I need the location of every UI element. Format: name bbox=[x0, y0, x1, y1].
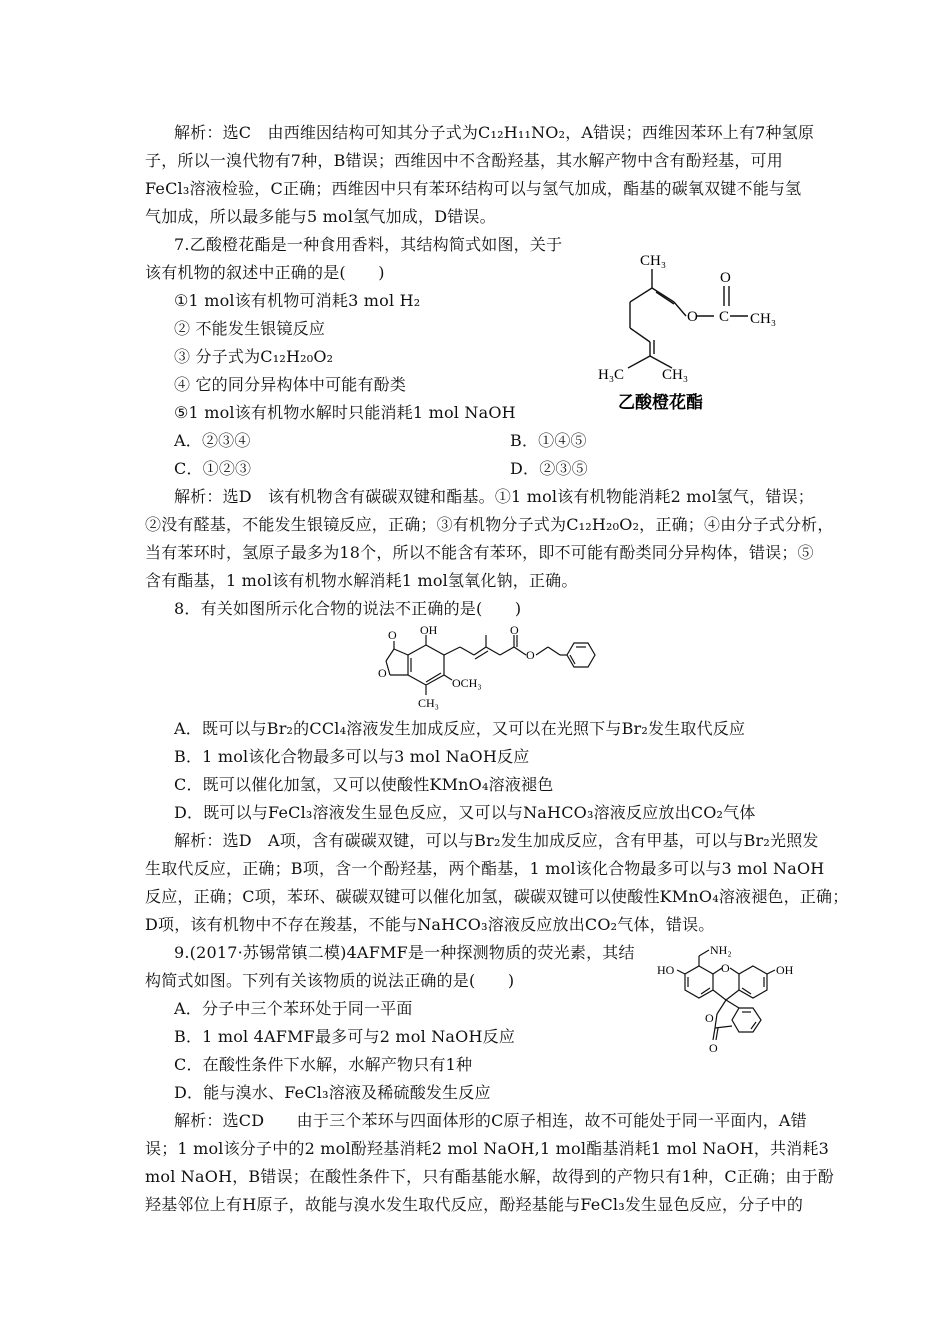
q8-o-ester: O bbox=[526, 648, 535, 662]
q8-o-ester-carbonyl: O bbox=[510, 625, 519, 637]
q8-analysis-line-4: D项，该有机物中不存在羧基，不能与NaHCO₃溶液反应放出CO₂气体，错误。 bbox=[145, 915, 715, 934]
q8-stem: 8．有关如图所示化合物的说法不正确的是( ) bbox=[174, 599, 522, 618]
q8-structure-diagram bbox=[378, 625, 618, 715]
q9-stem-line-2: 构简式如图。下列有关该物质的说法正确的是( ) bbox=[145, 971, 515, 990]
q8-och3: OCH₃ bbox=[452, 676, 482, 690]
q7-stem-line-1: 7.乙酸橙花酯是一种食用香料，其结构简式如图，关于 bbox=[174, 235, 563, 254]
q7-ch3-bottom: CH₃ bbox=[662, 367, 689, 383]
q7-item-1: ①1 mol该有机物可消耗3 mol H₂ bbox=[174, 291, 421, 310]
q9-oh: OH bbox=[776, 963, 794, 977]
q9-option-b: B．1 mol 4AFMF最多可与2 mol NaOH反应 bbox=[174, 1027, 516, 1046]
q8-oh: OH bbox=[420, 625, 438, 637]
q7-stem-line-2: 该有机物的叙述中正确的是( ) bbox=[145, 263, 385, 282]
q9-stem-line-1: 9.(2017·苏锡常镇二模)4AFMF是一种探测物质的荧光素，其结 bbox=[174, 943, 635, 962]
q7-item-4: ④ 它的同分异构体中可能有酚类 bbox=[174, 375, 407, 394]
q9-o-lactone: O bbox=[705, 1011, 714, 1025]
q8-option-c: C．既可以催化加氢，又可以使酸性KMnO₄溶液褪色 bbox=[174, 775, 554, 794]
q6-analysis-line-1: 解析：选C 由西维因结构可知其分子式为C₁₂H₁₁NO₂，A错误；西维因苯环上有7种氢原 bbox=[174, 123, 815, 142]
q8-analysis-line-3: 反应，正确；C项，苯环、碳碳双键可以催化加氢，碳碳双键可以使酸性KMnO₄溶液褪色，正确； bbox=[145, 887, 849, 906]
q9-o-carbonyl: O bbox=[709, 1041, 718, 1054]
q7-o-ester: O bbox=[687, 309, 698, 325]
q8-o-ring: O bbox=[378, 666, 387, 680]
q9-analysis-line-2: 误；1 mol该分子中的2 mol酚羟基消耗2 mol NaOH,1 mol酯基消耗1 mol NaOH，共消耗3 bbox=[145, 1139, 829, 1158]
q8-option-b: B．1 mol该化合物最多可以与3 mol NaOH反应 bbox=[174, 747, 530, 766]
q6-analysis-line-2: 子，所以一溴代物有7种，B错误；西维因中不含酚羟基，其水解产物中含有酚羟基，可用 bbox=[145, 151, 783, 170]
q9-option-a: A．分子中三个苯环处于同一平面 bbox=[174, 999, 413, 1018]
q7-option-b: B．①④⑤ bbox=[510, 431, 587, 450]
q7-analysis-line-4: 含有酯基，1 mol该有机物水解消耗1 mol氢氧化钠，正确。 bbox=[145, 571, 578, 590]
q7-option-a: A．②③④ bbox=[174, 431, 251, 450]
q7-item-2: ② 不能发生银镜反应 bbox=[174, 319, 326, 338]
q7-analysis-line-2: ②没有醛基，不能发生银镜反应，正确；③有机物分子式为C₁₂H₂₀O₂，正确；④由分子式分析， bbox=[145, 515, 834, 534]
q9-analysis-line-4: 羟基邻位上有H原子，故能与溴水发生取代反应，酚羟基能与FeCl₃发生显色反应，分子中的 bbox=[145, 1195, 804, 1214]
q7-option-d: D．②③⑤ bbox=[510, 459, 588, 478]
q9-ho: HO bbox=[657, 963, 675, 977]
q9-option-d: D．能与溴水、FeCl₃溶液及稀硫酸发生反应 bbox=[174, 1083, 491, 1102]
q7-c-carbonyl: C bbox=[719, 309, 730, 325]
q7-structure-diagram bbox=[590, 236, 810, 416]
q7-o-carbonyl: O bbox=[720, 270, 731, 286]
q9-option-c: C．在酸性条件下水解，水解产物只有1种 bbox=[174, 1055, 473, 1074]
q9-structure-diagram bbox=[655, 942, 815, 1054]
q7-item-3: ③ 分子式为C₁₂H₂₀O₂ bbox=[174, 347, 334, 366]
q8-option-a: A．既可以与Br₂的CCl₄溶液发生加成反应，又可以在光照下与Br₂发生取代反应 bbox=[174, 719, 746, 738]
q9-analysis-line-3: mol NaOH，B错误；在酸性条件下，只有酯基能水解，故得到的产物只有1种，C正确；由于酚 bbox=[145, 1167, 834, 1186]
q7-ch3-top: CH₃ bbox=[640, 253, 667, 269]
q9-o-bridge: O bbox=[721, 961, 730, 975]
q8-analysis-line-1: 解析：选D A项，含有碳碳双键，可以与Br₂发生加成反应，含有甲基，可以与Br₂光照发 bbox=[174, 831, 819, 850]
q8-o-carbonyl: O bbox=[388, 628, 397, 642]
q7-analysis-line-1: 解析：选D 该有机物含有碳碳双键和酯基。①1 mol该有机物能消耗2 mol氢气，错误； bbox=[174, 487, 815, 506]
q7-option-c: C．①②③ bbox=[174, 459, 252, 478]
q6-analysis-line-4: 气加成，所以最多能与5 mol氢气加成，D错误。 bbox=[145, 207, 496, 226]
q8-ch3: CH₃ bbox=[418, 696, 439, 710]
q7-item-5: ⑤1 mol该有机物水解时只能消耗1 mol NaOH bbox=[174, 403, 516, 422]
q8-option-d: D．既可以与FeCl₃溶液发生显色反应，又可以与NaHCO₃溶液反应放出CO₂气体 bbox=[174, 803, 756, 822]
q7-h3c: H₃C bbox=[598, 367, 625, 383]
q7-analysis-line-3: 当有苯环时，氢原子最多为18个，所以不能含有苯环，即不可能有酚类同分异构体，错误；⑤ bbox=[145, 543, 814, 562]
q8-analysis-line-2: 生取代反应，正确；B项，含一个酚羟基，两个酯基，1 mol该化合物最多可以与3 mol NaOH bbox=[145, 859, 825, 878]
q7-figure-caption: 乙酸橙花酯 bbox=[618, 393, 703, 412]
q9-analysis-line-1: 解析：选CD 由于三个苯环与四面体形的C原子相连，故不可能处于同一平面内，A错 bbox=[174, 1111, 807, 1130]
q9-nh2: NH₂ bbox=[710, 943, 732, 957]
q7-ch3-right: CH₃ bbox=[750, 311, 777, 327]
q6-analysis-line-3: FeCl₃溶液检验，C正确；西维因中只有苯环结构可以与氢气加成，酯基的碳氧双键不能与氢 bbox=[145, 179, 802, 198]
